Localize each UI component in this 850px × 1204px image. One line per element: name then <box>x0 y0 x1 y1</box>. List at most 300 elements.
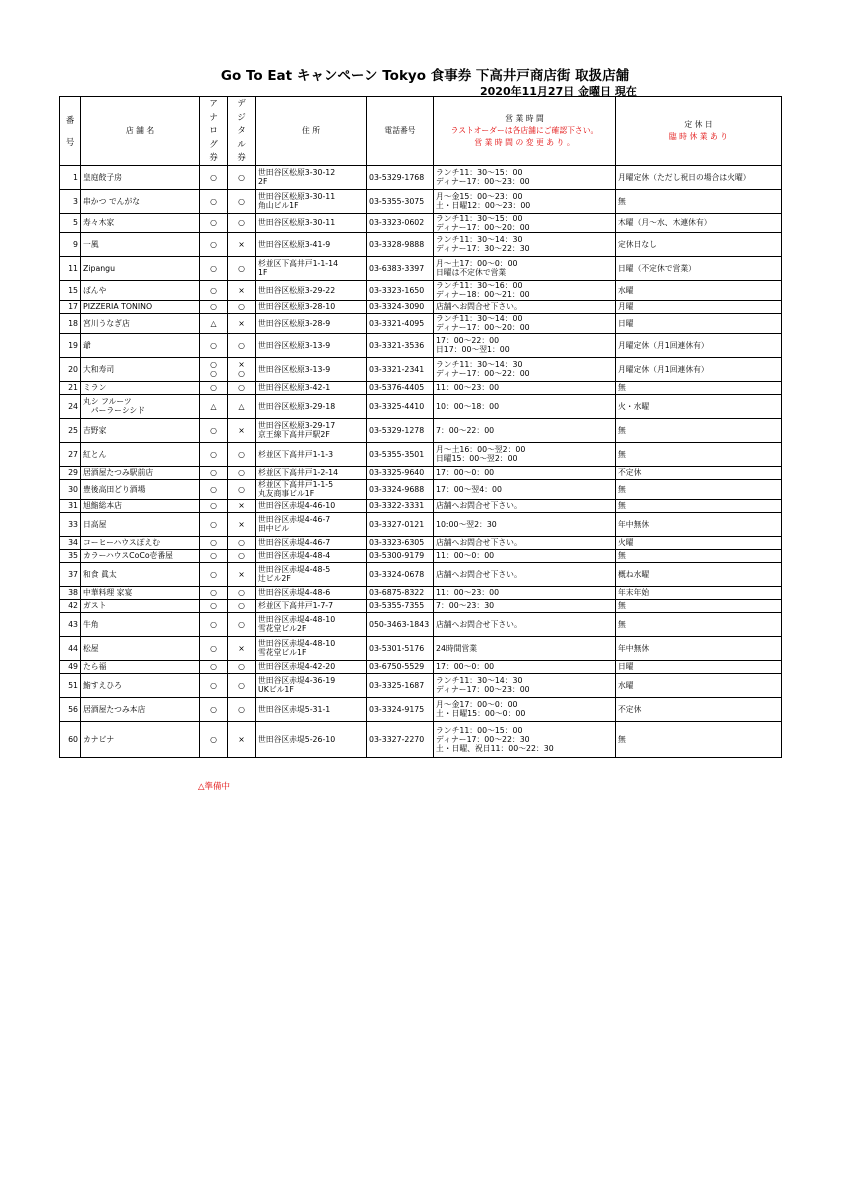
cell-name-line: 吉野家 <box>83 425 107 435</box>
cell-name <box>81 256 200 280</box>
cell-no: 44 <box>60 636 81 660</box>
cell-name-line: たら福 <box>83 662 107 671</box>
cell-address-line: 世田谷区松原3-30-11 <box>258 192 336 201</box>
cell-digital-line: △ <box>238 401 245 411</box>
cell-no: 60 <box>60 721 81 757</box>
cell-name <box>81 721 200 757</box>
cell-no: 9 <box>60 232 81 256</box>
cell-analog <box>200 300 228 313</box>
header-holiday-title: 定 休 日 <box>684 119 713 129</box>
cell-hours-line: 店舗へお問合せ下さい。 <box>436 538 522 547</box>
cell-name-line: 一風 <box>83 239 99 249</box>
cell-digital-line: × <box>238 734 245 744</box>
cell-holiday: 月曜 <box>616 300 782 313</box>
cell-address <box>256 442 367 466</box>
cell-name <box>81 599 200 612</box>
cell-hours-line: ランチ11：30～15：00 <box>436 168 523 177</box>
table-row <box>60 165 782 189</box>
cell-digital <box>228 300 256 313</box>
cell-hours-line: 土・日曜12：00～23：00 <box>436 201 531 210</box>
cell-holiday: 火・水曜 <box>616 394 782 418</box>
cell-analog-line: ○ <box>210 468 217 477</box>
cell-phone: 03-3324-3090 <box>367 300 434 313</box>
cell-address-line: 世田谷区赤堤4-48-10 <box>258 639 336 648</box>
cell-name-line: 豊後高田どり酒場 <box>83 484 146 494</box>
cell-digital-line: × <box>238 501 245 510</box>
cell-address-line: 世田谷区松原3-29-18 <box>258 401 336 411</box>
table-row <box>60 499 782 512</box>
cell-address-line: 世田谷区赤堤4-42-20 <box>258 662 336 671</box>
cell-holiday: 日曜（不定休で営業） <box>616 256 782 280</box>
cell-hours-line: 11：00～0：00 <box>436 551 495 560</box>
cell-hours-line: ディナー17：00～23：00 <box>436 177 530 186</box>
cell-hours <box>434 189 616 213</box>
cell-no: 21 <box>60 381 81 394</box>
cell-phone: 03-3325-4410 <box>367 394 434 418</box>
cell-digital <box>228 673 256 697</box>
cell-hours <box>434 536 616 549</box>
cell-holiday: 無 <box>616 599 782 612</box>
cell-address <box>256 357 367 381</box>
table-row <box>60 721 782 757</box>
header-holiday-note: 臨 時 休 業 あ り <box>668 131 729 141</box>
cell-hours-line: 土・日曜15：00～0：00 <box>436 709 526 718</box>
cell-no: 18 <box>60 313 81 333</box>
cell-name-line: 紅とん <box>83 449 107 459</box>
cell-analog <box>200 280 228 300</box>
cell-digital-line: ○ <box>238 484 245 494</box>
cell-address <box>256 418 367 442</box>
cell-address-line: 世田谷区松原3-41-9 <box>258 239 331 249</box>
cell-analog-line: ○ <box>210 734 217 744</box>
cell-digital <box>228 466 256 479</box>
cell-hours <box>434 479 616 499</box>
cell-name-line: 寿々木家 <box>83 218 115 227</box>
cell-address-line: 辻ビル2F <box>258 574 291 583</box>
table-row <box>60 300 782 313</box>
cell-phone: 03-3327-2270 <box>367 721 434 757</box>
cell-digital-line: ○ <box>238 468 245 477</box>
cell-address-line: 世田谷区赤堤4-46-7 <box>258 515 331 524</box>
header-digital <box>228 97 256 166</box>
cell-digital <box>228 357 256 381</box>
cell-name-line: Zipangu <box>83 263 116 273</box>
cell-phone: 03-3327-0121 <box>367 512 434 536</box>
cell-name-line: ガスト <box>83 601 107 610</box>
cell-address-line: 世田谷区松原3-13-9 <box>258 364 331 374</box>
cell-address-line: 杉並区下高井戸1-7-7 <box>258 601 334 610</box>
cell-digital-line: ○ <box>238 449 245 459</box>
cell-hours-line: ディナー17：00～20：00 <box>436 323 530 332</box>
cell-address-line: 世田谷区松原3-42-1 <box>258 383 331 392</box>
cell-no: 43 <box>60 612 81 636</box>
cell-hours <box>434 660 616 673</box>
table-row <box>60 232 782 256</box>
cell-analog-line: ○ <box>210 588 217 597</box>
cell-hours <box>434 357 616 381</box>
cell-name-line: 串かつ でんがな <box>83 196 141 206</box>
table-row <box>60 586 782 599</box>
cell-address-line: 雪花堂ビル1F <box>258 648 307 657</box>
cell-phone: 03-3324-0678 <box>367 562 434 586</box>
cell-holiday: 水曜 <box>616 280 782 300</box>
cell-digital-line: ○ <box>238 619 245 629</box>
cell-no: 17 <box>60 300 81 313</box>
cell-address <box>256 599 367 612</box>
cell-phone: 03-5355-7355 <box>367 599 434 612</box>
cell-holiday: 無 <box>616 549 782 562</box>
cell-analog-line: ○ <box>210 501 217 510</box>
cell-analog-line: ○ <box>210 619 217 629</box>
cell-address-line: 世田谷区赤堤4-46-10 <box>258 501 336 510</box>
cell-analog <box>200 418 228 442</box>
table-row <box>60 280 782 300</box>
cell-name-line: 和食 眞太 <box>83 569 117 579</box>
cell-no: 3 <box>60 189 81 213</box>
table-row <box>60 213 782 232</box>
cell-name <box>81 562 200 586</box>
cell-hours <box>434 165 616 189</box>
header-digital-char: タ <box>237 125 246 135</box>
cell-hours-line: ランチ11：30～14：30 <box>436 235 523 244</box>
cell-holiday: 火曜 <box>616 536 782 549</box>
cell-hours-line: 月～金15：00～23：00 <box>436 192 523 201</box>
cell-no: 1 <box>60 165 81 189</box>
cell-name <box>81 165 200 189</box>
cell-analog-line: ○ <box>210 369 217 378</box>
cell-digital <box>228 232 256 256</box>
table-row <box>60 599 782 612</box>
cell-address-line: 2F <box>258 177 268 186</box>
cell-hours-line: 11：00～23：00 <box>436 383 500 392</box>
cell-holiday: 不定休 <box>616 466 782 479</box>
cell-name <box>81 499 200 512</box>
cell-phone: 03-3321-3536 <box>367 333 434 357</box>
cell-holiday: 無 <box>616 499 782 512</box>
cell-address-line: 角山ビル1F <box>258 201 299 210</box>
cell-address <box>256 394 367 418</box>
cell-no: 5 <box>60 213 81 232</box>
cell-address-line: 世田谷区赤堤4-36-19 <box>258 676 336 685</box>
cell-address <box>256 721 367 757</box>
cell-hours <box>434 549 616 562</box>
header-analog-char: ア <box>209 98 218 108</box>
cell-analog-line: ○ <box>210 551 217 560</box>
cell-analog <box>200 512 228 536</box>
cell-hours-line: ディナー17：30～22：30 <box>436 244 530 253</box>
cell-digital-line: × <box>238 643 245 653</box>
cell-digital-line: ○ <box>238 172 245 182</box>
cell-name <box>81 333 200 357</box>
cell-name <box>81 660 200 673</box>
cell-digital <box>228 442 256 466</box>
cell-name <box>81 586 200 599</box>
cell-analog <box>200 499 228 512</box>
header-analog-char: ロ <box>209 125 218 135</box>
cell-no: 56 <box>60 697 81 721</box>
cell-name-line: 牛角 <box>83 619 99 629</box>
cell-address-line: 京王線下高井戸駅2F <box>258 430 330 439</box>
cell-hours-line: 17：00～0：00 <box>436 468 495 477</box>
cell-digital <box>228 549 256 562</box>
cell-digital-line: ○ <box>238 369 245 378</box>
cell-hours-line: 店舗へお問合せ下さい。 <box>436 501 522 510</box>
cell-hours-line: 月～土16：00～翌2：00 <box>436 445 526 454</box>
cell-phone: 03-5300-9179 <box>367 549 434 562</box>
cell-address-line: 世田谷区赤堤5-26-10 <box>258 734 336 744</box>
cell-analog-line: ○ <box>210 484 217 494</box>
cell-phone: 03-5376-4405 <box>367 381 434 394</box>
cell-address-line: 世田谷区松原3-28-9 <box>258 318 331 328</box>
cell-analog <box>200 213 228 232</box>
footnote: △準備中 <box>198 782 231 792</box>
cell-phone: 03-5301-5176 <box>367 636 434 660</box>
cell-digital <box>228 660 256 673</box>
cell-name-line: 旭鮨総本店 <box>83 501 122 510</box>
cell-hours-line: 7：00～22：00 <box>436 425 495 435</box>
cell-no: 11 <box>60 256 81 280</box>
cell-digital <box>228 418 256 442</box>
cell-name <box>81 442 200 466</box>
cell-holiday: 無 <box>616 721 782 757</box>
cell-address-line: 世田谷区松原3-30-11 <box>258 218 336 227</box>
cell-holiday: 無 <box>616 189 782 213</box>
cell-name <box>81 232 200 256</box>
cell-digital <box>228 536 256 549</box>
header-digital-char: 券 <box>237 152 246 162</box>
cell-address-line: 丸友商事ビル1F <box>258 489 315 498</box>
cell-phone: 03-6750-5529 <box>367 660 434 673</box>
table-row <box>60 442 782 466</box>
header-hours-title: 営 業 時 間 <box>505 113 544 123</box>
cell-hours-line: 17：00～22：00 <box>436 336 500 345</box>
cell-name-line: PIZZERIA TONINO <box>83 302 153 311</box>
cell-address <box>256 499 367 512</box>
cell-analog <box>200 232 228 256</box>
cell-hours-line: 店舗へお問合せ下さい。 <box>436 619 522 629</box>
cell-digital <box>228 697 256 721</box>
cell-phone: 03-3323-6305 <box>367 536 434 549</box>
cell-hours <box>434 394 616 418</box>
cell-name <box>81 280 200 300</box>
cell-address-line: 世田谷区赤堤4-48-6 <box>258 588 331 597</box>
cell-digital <box>228 333 256 357</box>
cell-analog-line: ○ <box>210 519 217 529</box>
cell-analog <box>200 536 228 549</box>
cell-analog <box>200 660 228 673</box>
cell-digital <box>228 165 256 189</box>
cell-holiday: 年中無休 <box>616 512 782 536</box>
cell-analog <box>200 442 228 466</box>
table-row <box>60 549 782 562</box>
cell-no: 37 <box>60 562 81 586</box>
cell-address <box>256 660 367 673</box>
cell-address-line: 世田谷区松原3-29-17 <box>258 421 336 430</box>
cell-address-line: 世田谷区赤堤4-48-10 <box>258 615 336 624</box>
cell-phone: 03-3321-4095 <box>367 313 434 333</box>
cell-hours-line: 日曜15：00～翌2：00 <box>436 454 518 463</box>
cell-hours-line: 17：00～0：00 <box>436 662 495 671</box>
cell-digital-line: × <box>238 285 245 295</box>
cell-analog <box>200 466 228 479</box>
cell-hours-line: 店舗へお問合せ下さい。 <box>436 569 522 579</box>
cell-digital-line: ○ <box>238 704 245 714</box>
cell-no: 34 <box>60 536 81 549</box>
cell-digital-line: ○ <box>238 680 245 690</box>
header-phone: 電話番号 <box>367 97 434 166</box>
cell-analog-line: ○ <box>210 172 217 182</box>
cell-digital-line: × <box>238 360 245 369</box>
cell-name <box>81 300 200 313</box>
cell-hours-line: ディナー17：00～22：00 <box>436 369 530 378</box>
cell-analog-line: ○ <box>210 449 217 459</box>
cell-phone: 03-6383-3397 <box>367 256 434 280</box>
header-address: 住 所 <box>256 97 367 166</box>
cell-holiday: 概ね水曜 <box>616 562 782 586</box>
cell-no: 27 <box>60 442 81 466</box>
cell-address-line: 杉並区下高井戸1-2-14 <box>258 468 339 477</box>
cell-address <box>256 612 367 636</box>
cell-hours <box>434 636 616 660</box>
cell-digital <box>228 499 256 512</box>
cell-digital-line: × <box>238 318 245 328</box>
cell-address-line: 杉並区下高井戸1-1-14 <box>258 259 339 268</box>
cell-phone: 03-3322-3331 <box>367 499 434 512</box>
cell-digital <box>228 636 256 660</box>
cell-address-line: UKビル1F <box>258 685 294 694</box>
table-row <box>60 612 782 636</box>
table-row <box>60 479 782 499</box>
cell-analog-line: ○ <box>210 302 217 311</box>
cell-analog <box>200 394 228 418</box>
cell-holiday: 定休日なし <box>616 232 782 256</box>
cell-digital-line: ○ <box>238 196 245 206</box>
cell-phone: 03-5329-1278 <box>367 418 434 442</box>
cell-address-line: 杉並区下高井戸1-1-5 <box>258 480 334 489</box>
cell-digital-line: × <box>238 519 245 529</box>
cell-no: 49 <box>60 660 81 673</box>
cell-holiday: 無 <box>616 442 782 466</box>
cell-hours-line: 日17：00～翌1：00 <box>436 345 510 354</box>
cell-analog <box>200 636 228 660</box>
cell-digital-line: ○ <box>238 538 245 547</box>
cell-name-line: パーラーシシド <box>83 406 146 415</box>
cell-address-line: 世田谷区松原3-29-22 <box>258 285 336 295</box>
cell-analog-line: ○ <box>210 425 217 435</box>
cell-address-line: 世田谷区松原3-28-10 <box>258 302 336 311</box>
cell-name <box>81 213 200 232</box>
cell-hours <box>434 599 616 612</box>
cell-analog <box>200 381 228 394</box>
cell-phone: 03-5329-1768 <box>367 165 434 189</box>
cell-analog <box>200 612 228 636</box>
cell-hours <box>434 280 616 300</box>
cell-name-line: 皇庭餃子房 <box>83 172 122 182</box>
cell-hours-line: ディナー18：00～21：00 <box>436 290 530 299</box>
cell-name <box>81 673 200 697</box>
table-header-row <box>60 97 782 166</box>
table-row <box>60 256 782 280</box>
cell-address <box>256 213 367 232</box>
cell-analog-line: ○ <box>210 196 217 206</box>
cell-holiday: 日曜 <box>616 660 782 673</box>
cell-phone: 03-3325-9640 <box>367 466 434 479</box>
cell-no: 33 <box>60 512 81 536</box>
cell-hours <box>434 313 616 333</box>
cell-address <box>256 232 367 256</box>
cell-phone: 03-3325-1687 <box>367 673 434 697</box>
page-title: Go To Eat キャンペーン Tokyo 食事券 下高井戸商店街 取扱店舗 <box>220 68 630 84</box>
cell-address <box>256 479 367 499</box>
cell-phone: 03-3328-9888 <box>367 232 434 256</box>
cell-address <box>256 586 367 599</box>
header-hours <box>434 97 616 166</box>
cell-name-line: 居酒屋たつみ本店 <box>83 704 146 714</box>
cell-address <box>256 697 367 721</box>
cell-analog <box>200 165 228 189</box>
cell-hours-line: 月～土17：00～0：00 <box>436 259 518 268</box>
cell-no: 25 <box>60 418 81 442</box>
date-subtitle: 2020年11月27日 金曜日 現在 <box>480 85 637 98</box>
cell-hours <box>434 697 616 721</box>
table-row <box>60 697 782 721</box>
header-no-char: 号 <box>65 136 75 147</box>
cell-address-line: 杉並区下高井戸1-1-3 <box>258 449 334 459</box>
cell-holiday: 不定休 <box>616 697 782 721</box>
cell-digital-line: ○ <box>238 662 245 671</box>
cell-address <box>256 562 367 586</box>
cell-name <box>81 394 200 418</box>
cell-hours <box>434 381 616 394</box>
header-hours-note: 営 業 時 間 の 変 更 あ り 。 <box>474 137 575 147</box>
cell-name <box>81 466 200 479</box>
cell-hours-line: ディナー17：00～20：00 <box>436 222 530 232</box>
cell-digital <box>228 479 256 499</box>
store-table <box>59 96 782 758</box>
cell-holiday: 日曜 <box>616 313 782 333</box>
cell-holiday: 年中無休 <box>616 636 782 660</box>
cell-name-line: ミラン <box>83 383 107 392</box>
cell-name-line: カナビナ <box>83 734 115 744</box>
cell-digital-line: × <box>238 569 245 579</box>
cell-address-line: 世田谷区赤堤4-48-4 <box>258 551 331 560</box>
cell-analog-line: ○ <box>210 569 217 579</box>
cell-no: 24 <box>60 394 81 418</box>
cell-name-line: 爺 <box>83 340 91 350</box>
table-row <box>60 536 782 549</box>
cell-hours-line: 24時間営業 <box>436 643 478 653</box>
header-digital-char: デ <box>237 98 246 108</box>
cell-address <box>256 381 367 394</box>
cell-no: 38 <box>60 586 81 599</box>
header-name: 店 舗 名 <box>81 97 200 166</box>
table-row <box>60 418 782 442</box>
cell-address <box>256 333 367 357</box>
cell-name-line: 日高屋 <box>83 519 107 529</box>
cell-name <box>81 612 200 636</box>
cell-phone: 03-3324-9175 <box>367 697 434 721</box>
header-digital-char: ジ <box>237 111 246 122</box>
cell-name-line: 中華料理 家宴 <box>83 588 133 597</box>
cell-name-line: カラーハウスCoCo壱番屋 <box>83 551 173 560</box>
cell-analog-line: △ <box>210 318 217 328</box>
cell-address <box>256 313 367 333</box>
cell-hours-line: ディナー17：00～23：00 <box>436 685 530 694</box>
cell-digital-line: ○ <box>238 601 245 610</box>
cell-hours <box>434 300 616 313</box>
cell-analog <box>200 189 228 213</box>
cell-no: 29 <box>60 466 81 479</box>
